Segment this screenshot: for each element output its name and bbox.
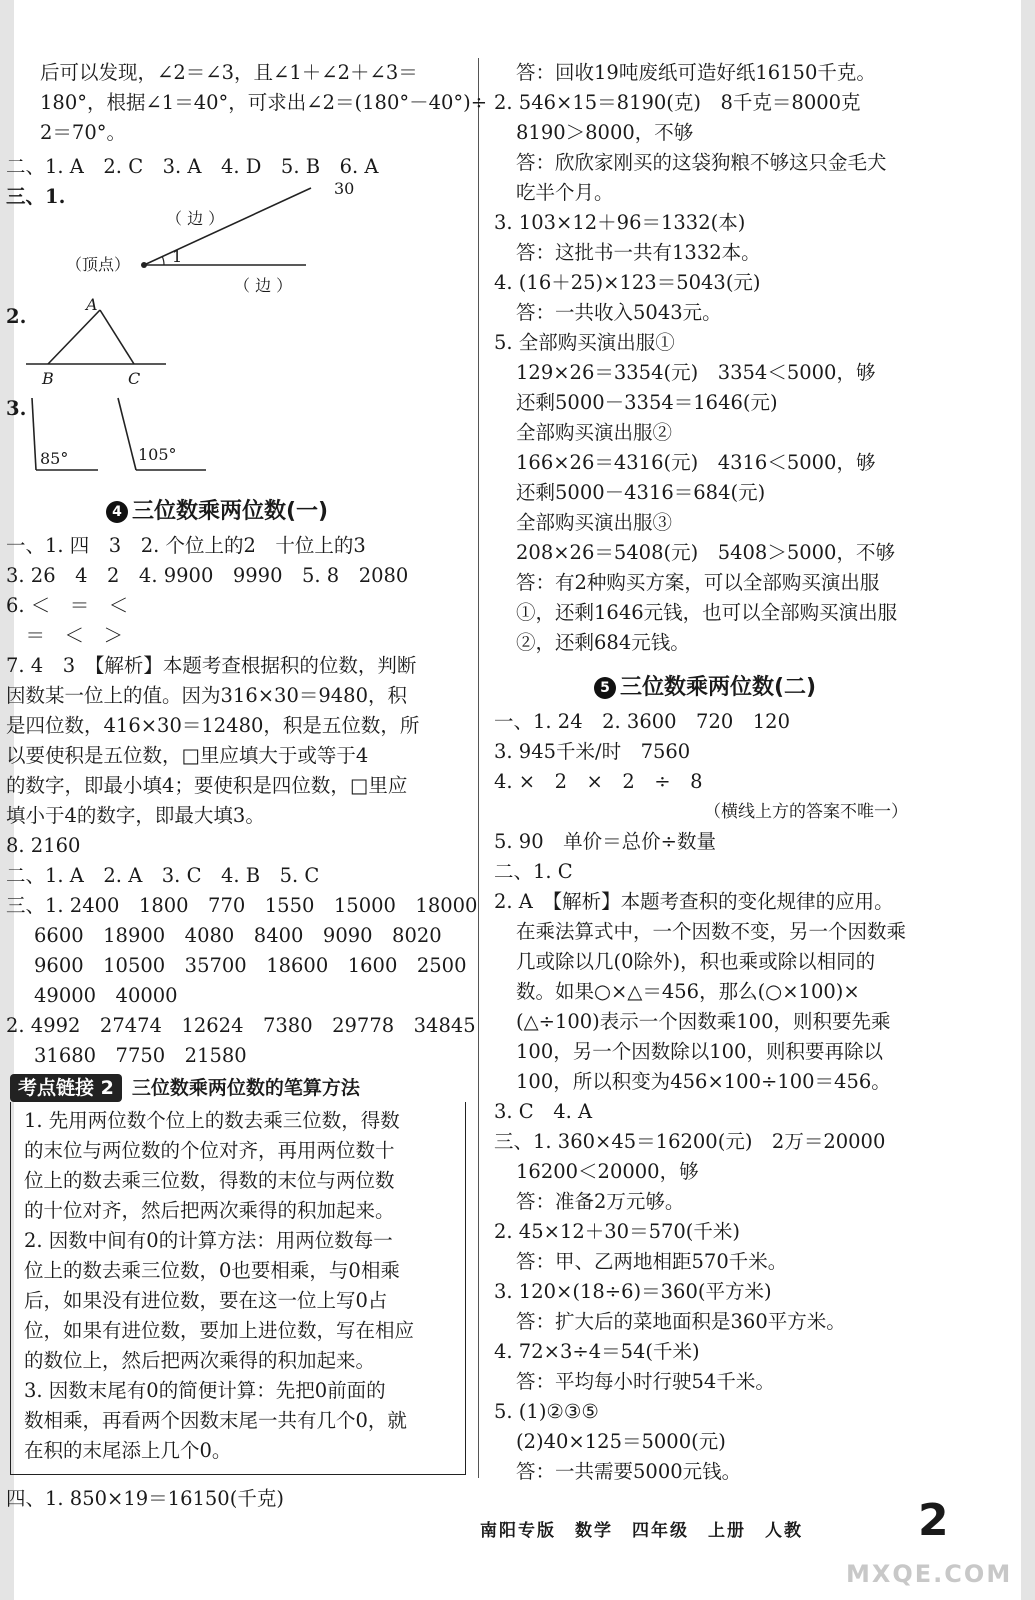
answer-line: ＝ ＜ ＞ — [6, 624, 124, 647]
answer-line: 二、1. A 2. C 3. A 4. D 5. B 6. A — [6, 155, 379, 178]
answer-line: 答：回收19吨废纸可造好纸16150千克。 — [516, 61, 876, 84]
answer-line: 吃半个月。 — [516, 181, 614, 204]
point-c-label: C — [128, 369, 141, 388]
angle-number: 1 — [172, 247, 183, 266]
segment-ac — [100, 310, 134, 364]
section-badge: 4 — [106, 501, 128, 523]
answer-line: 4. × 2 × 2 ÷ 8 — [494, 770, 703, 793]
answer-line: 7. 4 3 【解析】本题考查根据积的位数，判断 — [6, 654, 417, 677]
answer-line: 还剩5000－3354＝1646(元) — [516, 391, 778, 414]
answer-line: 100，所以积变为456×100÷100＝456。 — [516, 1070, 891, 1093]
page-footer: 南阳专版 数学 四年级 上册 人教 — [480, 1521, 803, 1541]
answer-line: 3. 103×12＋96＝1332(本) — [494, 211, 746, 234]
answer-line: 四、1. 850×19＝16150(千克) — [6, 1487, 284, 1510]
answer-line: 49000 40000 — [34, 984, 178, 1007]
answer-line: 答：准备2万元够。 — [516, 1190, 685, 1213]
angle-arc — [162, 256, 164, 265]
section-title-text: 三位数乘两位数(二) — [620, 675, 817, 700]
text-line: 180°，根据∠1＝40°，可求出∠2＝(180°－40°)÷ — [40, 91, 488, 114]
answer-line: 在乘法算式中，一个因数不变，另一个因数乘 — [516, 920, 907, 943]
method-line: 1. 先用两位数个位上的数去乘三位数，得数 — [24, 1109, 400, 1132]
knowledge-link-title: 三位数乘两位数的笔算方法 — [131, 1077, 360, 1099]
answer-line: 三、1. — [6, 185, 66, 208]
vertex-label: （顶点） — [66, 255, 131, 274]
answer-line: 8190＞8000，不够 — [516, 121, 694, 144]
answer-line: 几或除以几(0除外)，积也乘或除以相同的 — [516, 950, 876, 973]
section-badge: 5 — [594, 677, 616, 699]
column-divider — [478, 58, 479, 1478]
answer-line: 答：欣欣家刚买的这袋狗粮不够这只金毛犬 — [516, 151, 887, 174]
answer-line: 2. 4992 27474 12624 7380 29778 34845 — [6, 1014, 476, 1037]
angle-85-label: 85° — [40, 449, 69, 468]
angle-105-arm — [118, 398, 136, 470]
answer-line: 9600 10500 35700 18600 1600 2500 — [34, 954, 467, 977]
answer-line: 5. (1)②③⑤ — [494, 1400, 599, 1423]
text-line: 2＝70°。 — [40, 121, 126, 144]
answer-line: 还剩5000－4316＝684(元) — [516, 481, 766, 504]
answer-line: 全部购买演出服③ — [516, 511, 673, 534]
answer-line: 答：甲、乙两地相距570千米。 — [516, 1250, 788, 1273]
answer-line: 答：一共需要5000元钱。 — [516, 1460, 742, 1483]
knowledge-link-tag: 考点链接 2 — [10, 1074, 122, 1102]
method-line: 的末位与两位数的个位对齐，再用两位数十 — [24, 1139, 395, 1162]
answer-line: 2. 45×12＋30＝570(千米) — [494, 1220, 741, 1243]
side-top-label: （ 边 ） — [166, 209, 225, 228]
section-4-title — [106, 496, 328, 528]
answer-line: 3. 120×(18÷6)＝360(平方米) — [494, 1280, 772, 1303]
method-line: 2. 因数中间有0的计算方法：用两位数每一 — [24, 1229, 393, 1252]
answer-line: 以要使积是五位数，□里应填大于或等于4 — [6, 744, 369, 767]
method-line: 的数位上，然后把两次乘得的积加起来。 — [24, 1349, 376, 1372]
answer-line: 的数字，即最小填4；要使积是四位数，□里应 — [6, 774, 408, 797]
knowledge-link-header — [10, 1074, 360, 1102]
answer-line: 因数某一位上的值。因为316×30＝9480，积 — [6, 684, 407, 707]
answer-line: 二、1. C — [494, 860, 573, 883]
answer-line: 一、1. 24 2. 3600 720 120 — [494, 710, 790, 733]
vertex-dot — [141, 262, 147, 268]
answer-line: 6600 18900 4080 8400 9090 8020 — [34, 924, 442, 947]
answer-line: 2. A 【解析】本题考查积的变化规律的应用。 — [494, 890, 894, 913]
answer-line: 2. 546×15＝8190(克) 8千克＝8000克 — [494, 91, 861, 114]
method-line: 3. 因数末尾有0的简便计算：先把0前面的 — [24, 1379, 386, 1402]
section-5-title — [594, 672, 816, 704]
answer-line: (2)40×125＝5000(元) — [516, 1430, 726, 1453]
method-line: 位上的数去乘三位数，0也要相乘，与0相乘 — [24, 1259, 400, 1282]
answer-line: 208×26＝5408(元) 5408＞5000，不够 — [516, 541, 895, 564]
answer-line: 3. C 4. A — [494, 1100, 593, 1123]
side-bottom-label: （ 边 ） — [234, 276, 293, 295]
angle-diagram — [56, 178, 356, 308]
answer-line: 6. ＜ ＝ ＜ — [6, 594, 129, 617]
answer-line: 答：这批书一共有1332本。 — [516, 241, 761, 264]
answer-line: 31680 7750 21580 — [34, 1044, 247, 1067]
diagram-3-label: 3. — [6, 397, 27, 420]
answer-line: 答：平均每小时行驶54千米。 — [516, 1370, 775, 1393]
answer-line: 答：有2种购买方案，可以全部购买演出服 — [516, 571, 880, 594]
lines-diagram — [26, 295, 166, 388]
answer-note: （横线上方的答案不唯一） — [704, 802, 908, 822]
answer-line: 二、1. A 2. A 3. C 4. B 5. C — [6, 864, 320, 887]
answer-line: 100，另一个因数除以100，则积要再除以 — [516, 1040, 883, 1063]
answer-line: 一、1. 四 3 2. 个位上的2 十位上的3 — [6, 534, 366, 557]
method-line: 的十位对齐，然后把两次乘得的积加起来。 — [24, 1199, 395, 1222]
answer-line: 129×26＝3354(元) 3354＜5000，够 — [516, 361, 876, 384]
section-title-text: 三位数乘两位数(一) — [132, 499, 329, 524]
method-line: 在积的末尾添上几个0。 — [24, 1439, 232, 1462]
text-line: 后可以发现，∠2＝∠3，且∠1＋∠2＋∠3＝ — [40, 61, 418, 84]
answer-line: 3. 26 4 2 4. 9900 9990 5. 8 2080 — [6, 564, 409, 587]
answer-line: 166×26＝4316(元) 4316＜5000，够 — [516, 451, 876, 474]
answer-line: 5. 90 单价＝总价÷数量 — [494, 830, 716, 853]
answer-line: 是四位数，416×30＝12480，积是五位数，所 — [6, 714, 420, 737]
answer-line: ①，还剩1646元钱，也可以全部购买演出服 — [516, 601, 898, 624]
answer-line: 全部购买演出服② — [516, 421, 673, 444]
method-line: 位，如果有进位数，要加上进位数，写在相应 — [24, 1319, 415, 1342]
angle-105-label: 105° — [138, 445, 177, 464]
answer-line: 答：一共收入5043元。 — [516, 301, 722, 324]
method-line: 数相乘，再看两个因数末尾一共有几个0，就 — [24, 1409, 407, 1432]
degree-mark: 30 — [334, 179, 355, 198]
answer-line: 填小于4的数字，即最大填3。 — [6, 804, 265, 827]
angle-85-arm — [32, 398, 36, 470]
answer-line: 8. 2160 — [6, 834, 81, 857]
page-number: 2 — [918, 1495, 949, 1546]
answer-line: 4. (16＋25)×123＝5043(元) — [494, 271, 761, 294]
answer-line: 数。如果○×△＝456，那么(○×100)× — [516, 980, 860, 1003]
watermark: MXQE.COM — [846, 1560, 1013, 1588]
point-b-label: B — [42, 369, 54, 388]
answer-line: 3. 945千米/时 7560 — [494, 740, 691, 763]
answer-line: 三、1. 360×45＝16200(元) 2万＝20000 — [494, 1130, 886, 1153]
answer-line: 4. 72×3÷4＝54(千米) — [494, 1340, 700, 1363]
angles-diagram — [26, 394, 216, 474]
point-a-label: A — [86, 295, 98, 314]
answer-line: 答：扩大后的菜地面积是360平方米。 — [516, 1310, 846, 1333]
method-line: 后，如果没有进位数，要在这一位上写0占 — [24, 1289, 388, 1312]
answer-line: 16200＜20000，够 — [516, 1160, 699, 1183]
answer-line: 5. 全部购买演出服① — [494, 331, 675, 354]
answer-line: (△÷100)表示一个因数乘100，则积要先乘 — [516, 1010, 891, 1033]
answer-line: ②，还剩684元钱。 — [516, 631, 690, 654]
method-line: 位上的数去乘三位数，得数的末位与两位数 — [24, 1169, 395, 1192]
segment-ab — [48, 310, 100, 364]
diagram-2-label: 2. — [6, 305, 27, 328]
answer-line: 三、1. 2400 1800 770 1550 15000 18000 — [6, 894, 478, 917]
